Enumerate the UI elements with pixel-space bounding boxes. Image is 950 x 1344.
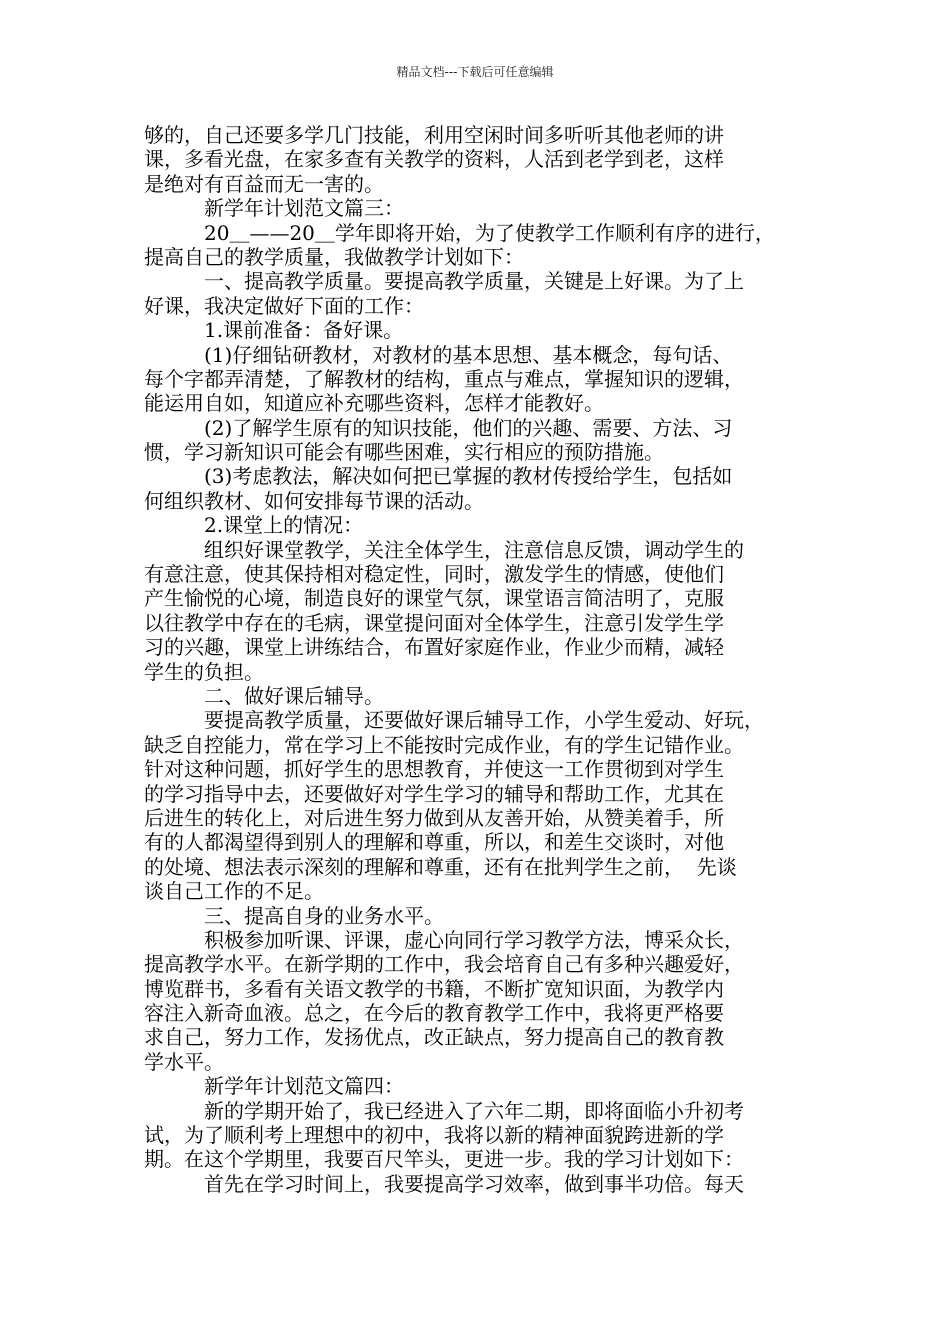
text-line: 博览群书，多看有关语文教学的书籍，不断扩宽知识面，为教学内 <box>144 976 724 1001</box>
text-line: 能运用自如，知道应补充哪些资料，怎样才能教好。 <box>144 391 604 416</box>
text-line: 有意注意，使其保持相对稳定性，同时，激发学生的情感，使他们 <box>144 562 724 587</box>
text-line: 组织好课堂教学，关注全体学生，注意信息反馈，调动学生的 <box>204 537 744 562</box>
text-line: 习的兴趣，课堂上讲练结合，布置好家庭作业，作业少而精，减轻 <box>144 635 724 660</box>
text-line: 后进生的转化上，对后进生努力做到从友善开始，从赞美着手，所 <box>144 805 724 830</box>
text-line: (3)考虑教法，解决如何把已掌握的教材传授给学生，包括如 <box>204 464 733 489</box>
text-line: 20＿——20＿学年即将开始，为了使教学工作顺利有序的进行， <box>204 220 775 245</box>
text-line: 的处境、想法表示深刻的理解和尊重，还有在批判学生之前， 先谈 <box>144 854 737 879</box>
text-line: 何组织教材、如何安排每节课的活动。 <box>144 488 484 513</box>
text-line: 课，多看光盘，在家多查有关教学的资料，人活到老学到老，这样 <box>144 147 724 172</box>
text-line: (2)了解学生原有的知识技能，他们的兴趣、需要、方法、习 <box>204 415 733 440</box>
text-line: 容注入新奇血液。总之，在今后的教育教学工作中，我将更严格要 <box>144 1001 724 1026</box>
text-line: 好课，我决定做好下面的工作： <box>144 293 424 318</box>
text-line: 每个字都弄清楚，了解教材的结构，重点与难点，掌握知识的逻辑， <box>144 366 744 391</box>
text-line: 以往教学中存在的毛病，课堂提问面对全体学生，注意引发学生学 <box>144 610 724 635</box>
text-line: 是绝对有百益而无一害的。 <box>144 171 384 196</box>
text-line: 首先在学习时间上，我要提高学习效率，做到事半功倍。每天 <box>204 1171 744 1196</box>
text-line: 一、提高教学质量。要提高教学质量，关键是上好课。为了上 <box>204 269 744 294</box>
document-body <box>144 123 820 1196</box>
text-line: 针对这种问题，抓好学生的思想教育，并使这一工作贯彻到对学生 <box>144 757 724 782</box>
text-line: 的学习指导中去，还要做好对学生学习的辅导和帮助工作，尤其在 <box>144 781 724 806</box>
text-line: 够的，自己还要多学几门技能，利用空闲时间多听听其他老师的讲 <box>144 123 724 147</box>
text-line: 学生的负担。 <box>144 659 264 684</box>
text-line: 惯，学习新知识可能会有哪些困难，实行相应的预防措施。 <box>144 440 664 465</box>
text-line: 积极参加听课、评课，虚心向同行学习教学方法，博采众长， <box>204 927 744 952</box>
text-line: 期。在这个学期里，我要百尺竿头，更进一步。我的学习计划如下： <box>144 1147 744 1172</box>
text-line: 新的学期开始了，我已经进入了六年二期，即将面临小升初考 <box>204 1098 744 1123</box>
text-line: 试，为了顺利考上理想中的初中，我将以新的精神面貌跨进新的学 <box>144 1123 724 1148</box>
text-line: 提高教学水平。在新学期的工作中，我会培育自己有多种兴趣爱好， <box>144 952 744 977</box>
text-line: 新学年计划范文篇四： <box>204 1074 404 1099</box>
text-line: 产生愉悦的心境，制造良好的课堂气氛，课堂语言简洁明了，克服 <box>144 586 724 611</box>
text-line: 要提高教学质量，还要做好课后辅导工作，小学生爱动、好玩， <box>204 708 764 733</box>
text-line: 二、做好课后辅导。 <box>204 683 384 708</box>
text-line: 2.课堂上的情况： <box>204 513 364 538</box>
text-line: 谈自己工作的不足。 <box>144 879 324 904</box>
text-line: 求自己，努力工作，发扬优点，改正缺点，努力提高自己的教育教 <box>144 1025 724 1050</box>
text-line: (1)仔细钻研教材，对教材的基本思想、基本概念，每句话、 <box>204 342 733 367</box>
text-line: 新学年计划范文篇三： <box>204 196 404 221</box>
text-line: 1.课前准备：备好课。 <box>204 318 404 343</box>
text-line: 学水平。 <box>144 1049 224 1074</box>
text-line: 三、提高自身的业务水平。 <box>204 903 444 928</box>
text-line: 提高自己的教学质量，我做教学计划如下： <box>144 244 524 269</box>
page-header: 精品文档---下载后可任意编辑 <box>396 65 554 79</box>
text-line: 缺乏自控能力，常在学习上不能按时完成作业，有的学生记错作业。 <box>144 732 744 757</box>
text-line: 有的人都渴望得到别人的理解和尊重，所以，和差生交谈时，对他 <box>144 830 724 855</box>
